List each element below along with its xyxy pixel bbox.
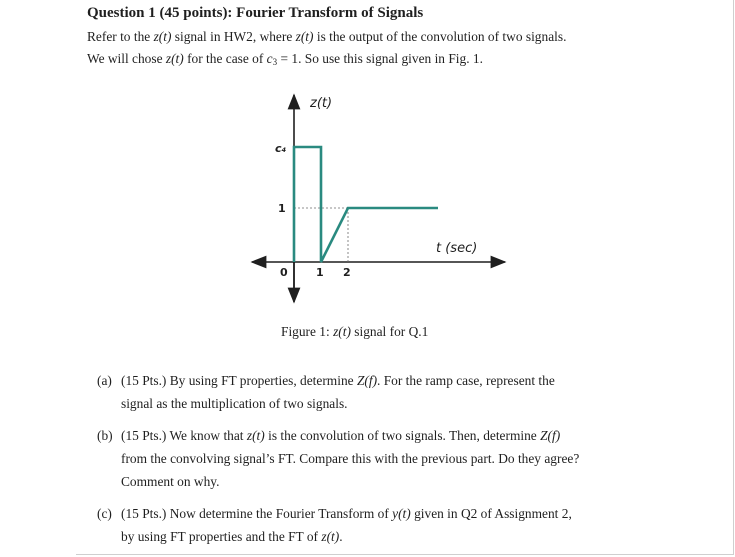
intro-line-1: Refer to the z(t) signal in HW2, where z(t) is the output of the convolution of two signals. <box>87 29 567 44</box>
math-c3: c <box>266 51 273 66</box>
math-z-of-t: z(t) <box>165 51 184 66</box>
math-z-of-t: z(t) <box>333 324 351 339</box>
part-c-line-1: (15 Pts.) Now determine the Fourier Transform of y(t) given in Q2 of Assignment 2, <box>121 506 572 521</box>
math-c3-subscript: 3 <box>272 57 278 67</box>
part-b-line-1: (15 Pts.) We know that z(t) is the convolution of two signals. Then, determine Z(f) <box>121 428 561 443</box>
figure-caption: Figure 1: z(t) signal for Q.1 <box>281 324 429 339</box>
tick-label-x0: 0 <box>280 266 288 279</box>
part-b-line-3: Comment on why. <box>121 474 220 489</box>
part-b-label: (b) <box>97 428 113 443</box>
signal-trace <box>294 147 438 262</box>
math-y-of-t: y(t) <box>392 506 411 521</box>
part-a-line-2: signal as the multiplication of two signals. <box>121 396 348 411</box>
math-Z-of-f: Z(f) <box>540 428 561 443</box>
tick-label-c4: c₄ <box>275 142 287 155</box>
math-z-of-t: z(t) <box>153 29 172 44</box>
tick-label-y1: 1 <box>278 202 286 215</box>
part-c-line-2: by using FT properties and the FT of z(t). <box>121 529 343 544</box>
y-axis-label: z(t) <box>310 96 333 111</box>
part-a-line-1: (15 Pts.) By using FT properties, determine Z(f). For the ramp case, represent the <box>121 373 555 388</box>
tick-label-x1: 1 <box>316 266 324 279</box>
part-b-line-2: from the convolving signal’s FT. Compare this with the previous part. Do they agree? <box>121 451 580 466</box>
intro-line-2: We will chose z(t) for the case of $c_3 = 1$. So use this signal given in Fig. 1. <box>87 51 483 67</box>
math-z-of-t: z(t) <box>246 428 265 443</box>
signal-figure <box>240 86 520 310</box>
part-c-label: (c) <box>97 506 112 521</box>
math-Z-of-f: Z(f) <box>356 373 378 388</box>
math-z-of-t: z(t) <box>321 529 340 544</box>
math-equals-one: = 1 <box>277 51 299 66</box>
part-a-label: (a) <box>97 373 112 388</box>
x-axis-label: t (sec) <box>436 241 478 256</box>
question-title: Question 1 (45 points): Fourier Transform of Signals <box>87 5 424 21</box>
tick-label-x2: 2 <box>343 266 351 279</box>
math-z-of-t: z(t) <box>295 29 314 44</box>
